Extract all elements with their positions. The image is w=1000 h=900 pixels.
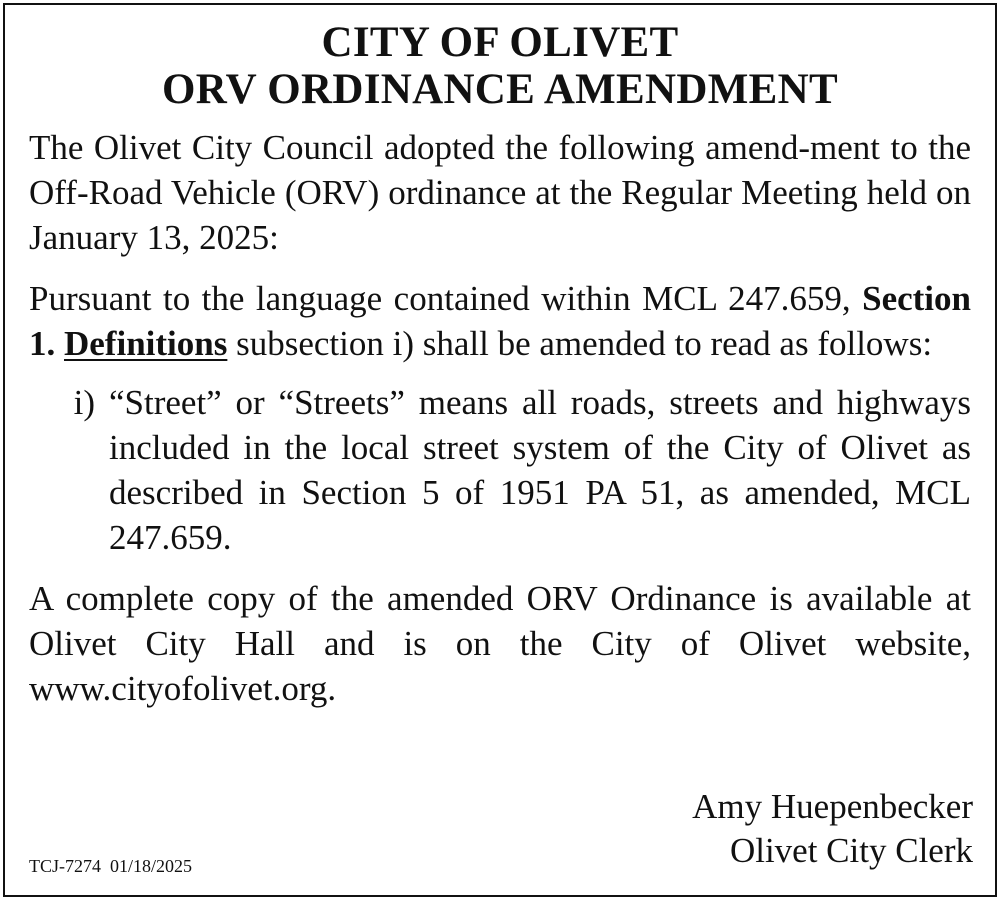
signature-title: Olivet City Clerk <box>729 831 973 870</box>
publication-id: TCJ-7274 01/18/2025 <box>29 856 193 876</box>
pursuant-intro: Pursuant to the language contained within MCL 247.659, <box>29 279 851 318</box>
signature-name: Amy Huepenbecker <box>692 787 973 826</box>
adoption-paragraph: The Olivet City Council adopted the following amend-ment to the Off-Road Vehicle (ORV) ordinance at the Regular Meeting held on January 13, 2025: <box>29 128 971 257</box>
title-line-1: CITY OF OLIVET <box>321 19 679 66</box>
definitions-heading: Definitions <box>64 324 228 363</box>
availability-paragraph: A complete copy of the amended ORV Ordinance is available at Olivet City Hall and is on the City of Olivet website, www.cityofolivet.org. <box>29 579 971 708</box>
definition-list-item <box>29 380 971 560</box>
title-line-2: ORV ORDINANCE AMENDMENT <box>162 66 838 113</box>
notice-title <box>29 19 971 113</box>
section-label: Section 1. <box>29 279 971 363</box>
pursuant-rest: subsection i) shall be amended to read as follows: <box>236 324 933 363</box>
pursuant-paragraph <box>29 276 971 366</box>
signature-block <box>692 785 973 873</box>
definition-text: “Street” or “Streets” means all roads, streets and highways included in the local street system of the City of Olivet as described in Section 5 of 1951 PA 51, as amended, MCL 247.659. <box>109 383 971 557</box>
legal-notice <box>3 3 997 897</box>
list-item-marker: i) <box>73 383 95 422</box>
